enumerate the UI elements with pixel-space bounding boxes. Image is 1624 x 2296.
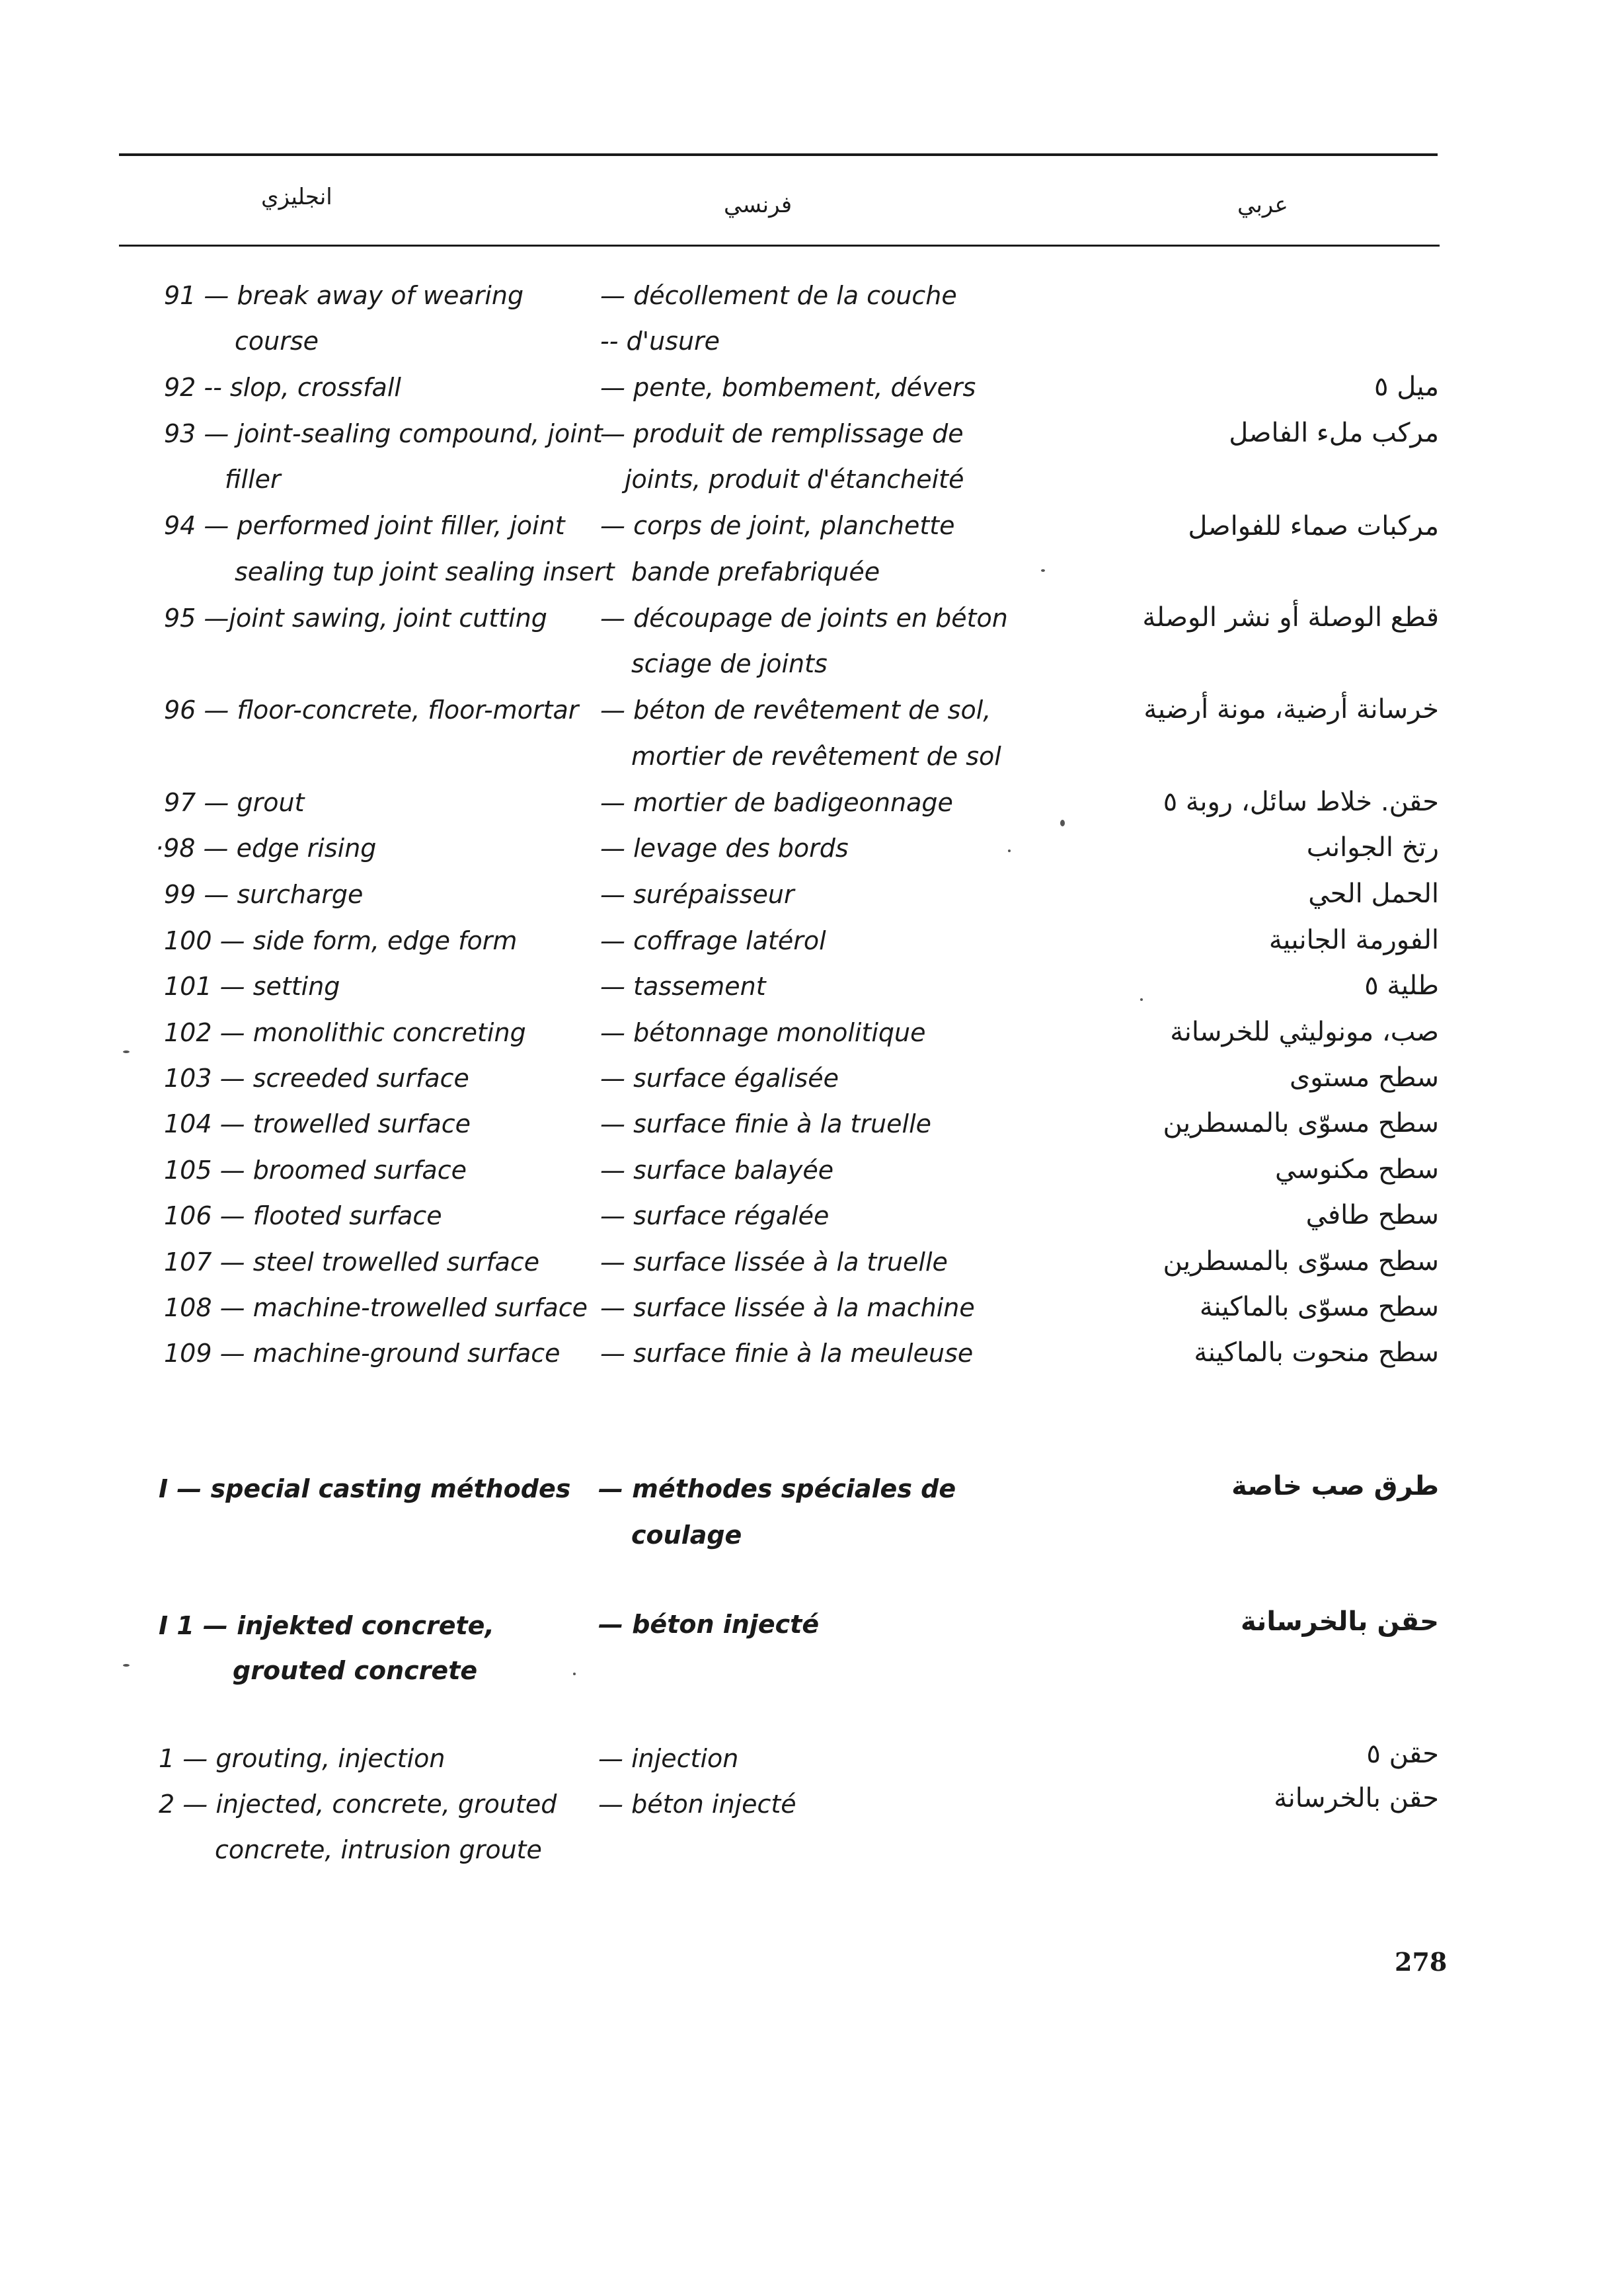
scan-speck — [1008, 850, 1011, 852]
entry-en-line: 109 — machine-ground surface — [164, 1339, 561, 1368]
section-en-line: I 1 — injekted concrete, — [159, 1611, 494, 1640]
entry-fr-line: — injection — [598, 1744, 739, 1773]
entry-en-line: 99 — surcharge — [164, 880, 364, 909]
section-en: I — special casting méthodes — [159, 1474, 571, 1503]
scan-speck — [123, 1050, 130, 1053]
entry-en-line: 106 — flooted surface — [164, 1201, 442, 1230]
entry-ar: سطح مستوى — [1289, 1062, 1439, 1093]
header-french: فرنسي — [724, 192, 793, 218]
entry-fr-line: — décollement de la couche — [600, 281, 957, 310]
entry-en-line: 92 -- slop, crossfall — [164, 373, 401, 402]
entry-ar: ميل ٥ — [1374, 372, 1439, 402]
entry-fr-line: mortier de revêtement de sol — [631, 742, 1001, 771]
entry-en-line: 93 — joint-sealing compound, joint — [164, 419, 603, 448]
entry-en-line: 91 — break away of wearing — [164, 281, 524, 310]
entry-ar: حقن. خلاط سائل، روبة ٥ — [1163, 787, 1439, 817]
entry-en-line: ·98 — edge rising — [155, 834, 377, 863]
entry-en-line: 2 — injected, concrete, grouted — [159, 1790, 557, 1819]
entry-fr-line: — bétonnage monolitique — [600, 1018, 926, 1047]
entry-ar: قطع الوصلة أو نشر الوصلة — [1142, 602, 1439, 633]
entry-fr-line: — coffrage latérol — [600, 926, 826, 955]
section-fr-line: coulage — [631, 1521, 742, 1550]
entry-fr-line: — surface régalée — [600, 1201, 830, 1230]
entry-en-line: 101 — setting — [164, 972, 340, 1001]
entry-en-line: sealing tup joint sealing insert — [235, 557, 615, 586]
entry-fr-line: — découpage de joints en béton — [600, 604, 1008, 633]
entry-ar: سطح طافي — [1305, 1200, 1439, 1230]
page-number: 278 — [1395, 1947, 1448, 1977]
entry-en-line: course — [235, 327, 319, 356]
section-fr: — béton injecté — [598, 1610, 820, 1639]
entry-fr-line: — surface finie à la truelle — [600, 1109, 932, 1138]
entry-fr-line: — surface lissée à la truelle — [600, 1247, 948, 1277]
scan-speck — [573, 1673, 576, 1675]
entry-en-line: 104 — trowelled surface — [164, 1109, 471, 1138]
entry-ar: رتخ الجوانب — [1306, 832, 1439, 863]
entry-en-line: 100 — side form, edge form — [164, 926, 518, 955]
entry-ar: صب، مونوليثي للخرسانة — [1170, 1017, 1439, 1047]
header-bottom-rule — [119, 245, 1440, 247]
entry-ar: مركبات صماء للفواصل — [1188, 511, 1439, 541]
entry-ar: حقن بالخرسانة — [1274, 1783, 1439, 1813]
header-english: انجليزي — [261, 184, 332, 210]
entry-fr-line: -- d'usure — [600, 327, 720, 356]
scan-speck — [1060, 820, 1065, 826]
entry-ar: مركب ملء الفاصل — [1229, 418, 1439, 448]
section-en-line: grouted concrete — [233, 1656, 478, 1685]
entry-fr-line: — surface lissée à la machine — [600, 1293, 975, 1322]
entry-ar: حقن ٥ — [1366, 1739, 1439, 1769]
entry-en-line: 102 — monolithic concreting — [164, 1018, 526, 1047]
entry-fr-line: — béton injecté — [598, 1790, 796, 1819]
entry-fr-line: — levage des bords — [600, 834, 849, 863]
entry-fr-line: — surépaisseur — [600, 880, 794, 909]
entry-ar: سطح مسوّى بالماكينة — [1199, 1292, 1439, 1322]
top-rule — [119, 153, 1438, 156]
entry-ar: الحمل الحي — [1308, 879, 1439, 909]
scan-speck — [1140, 998, 1143, 1001]
entry-en-line: 1 — grouting, injection — [159, 1744, 445, 1773]
entry-en-line: 105 — broomed surface — [164, 1156, 467, 1185]
entry-fr-line: — pente, bombement, dévers — [600, 373, 976, 402]
entry-fr-line: — surface égalisée — [600, 1064, 839, 1093]
section-fr-line: — méthodes spéciales de — [598, 1474, 956, 1503]
entry-ar: سطح مسوّى بالمسطرين — [1163, 1108, 1439, 1138]
entry-fr-line: — produit de remplissage de — [600, 419, 964, 448]
section-ar: طرق صب خاصة — [1231, 1471, 1439, 1501]
entry-fr-line: sciage de joints — [631, 649, 828, 678]
entry-en-line: 96 — floor-concrete, floor-mortar — [164, 695, 579, 725]
entry-fr-line: joints, produit d'étancheité — [625, 465, 964, 494]
entry-en-line: concrete, intrusion groute — [215, 1835, 542, 1864]
entry-fr-line: — surface balayée — [600, 1156, 834, 1185]
entry-ar: طلية ٥ — [1364, 970, 1439, 1001]
section-ar: حقن بالخرسانة — [1241, 1606, 1439, 1637]
entry-en-line: 95 —joint sawing, joint cutting — [164, 604, 547, 633]
entry-ar: الفورمة الجانبية — [1268, 925, 1439, 955]
entry-fr-line: bande prefabriquée — [631, 557, 880, 586]
entry-en-line: 108 — machine-trowelled surface — [164, 1293, 588, 1322]
entry-fr-line: — corps de joint, planchette — [600, 511, 955, 540]
entry-en-line: 103 — screeded surface — [164, 1064, 469, 1093]
entry-fr-line: — tassement — [600, 972, 766, 1001]
entry-ar: خرسانة أرضية، مونة أرضية — [1143, 694, 1439, 725]
entry-fr-line: — béton de revêtement de sol, — [600, 695, 991, 725]
entry-ar: سطح مكنوسي — [1275, 1154, 1439, 1185]
header-arabic: عربي — [1237, 192, 1288, 218]
scan-speck — [1041, 569, 1045, 572]
entry-en-line: 107 — steel trowelled surface — [164, 1247, 540, 1277]
entry-en-line: 94 — performed joint filler, joint — [164, 511, 565, 540]
entry-en-line: filler — [225, 465, 281, 494]
entry-ar: سطح منحوت بالماكينة — [1194, 1337, 1439, 1368]
scan-speck — [123, 1664, 130, 1667]
entry-ar: سطح مسوّى بالمسطرين — [1163, 1246, 1439, 1277]
entry-fr-line: — mortier de badigeonnage — [600, 788, 953, 817]
entry-fr-line: — surface finie à la meuleuse — [600, 1339, 974, 1368]
entry-en-line: 97 — grout — [164, 788, 305, 817]
